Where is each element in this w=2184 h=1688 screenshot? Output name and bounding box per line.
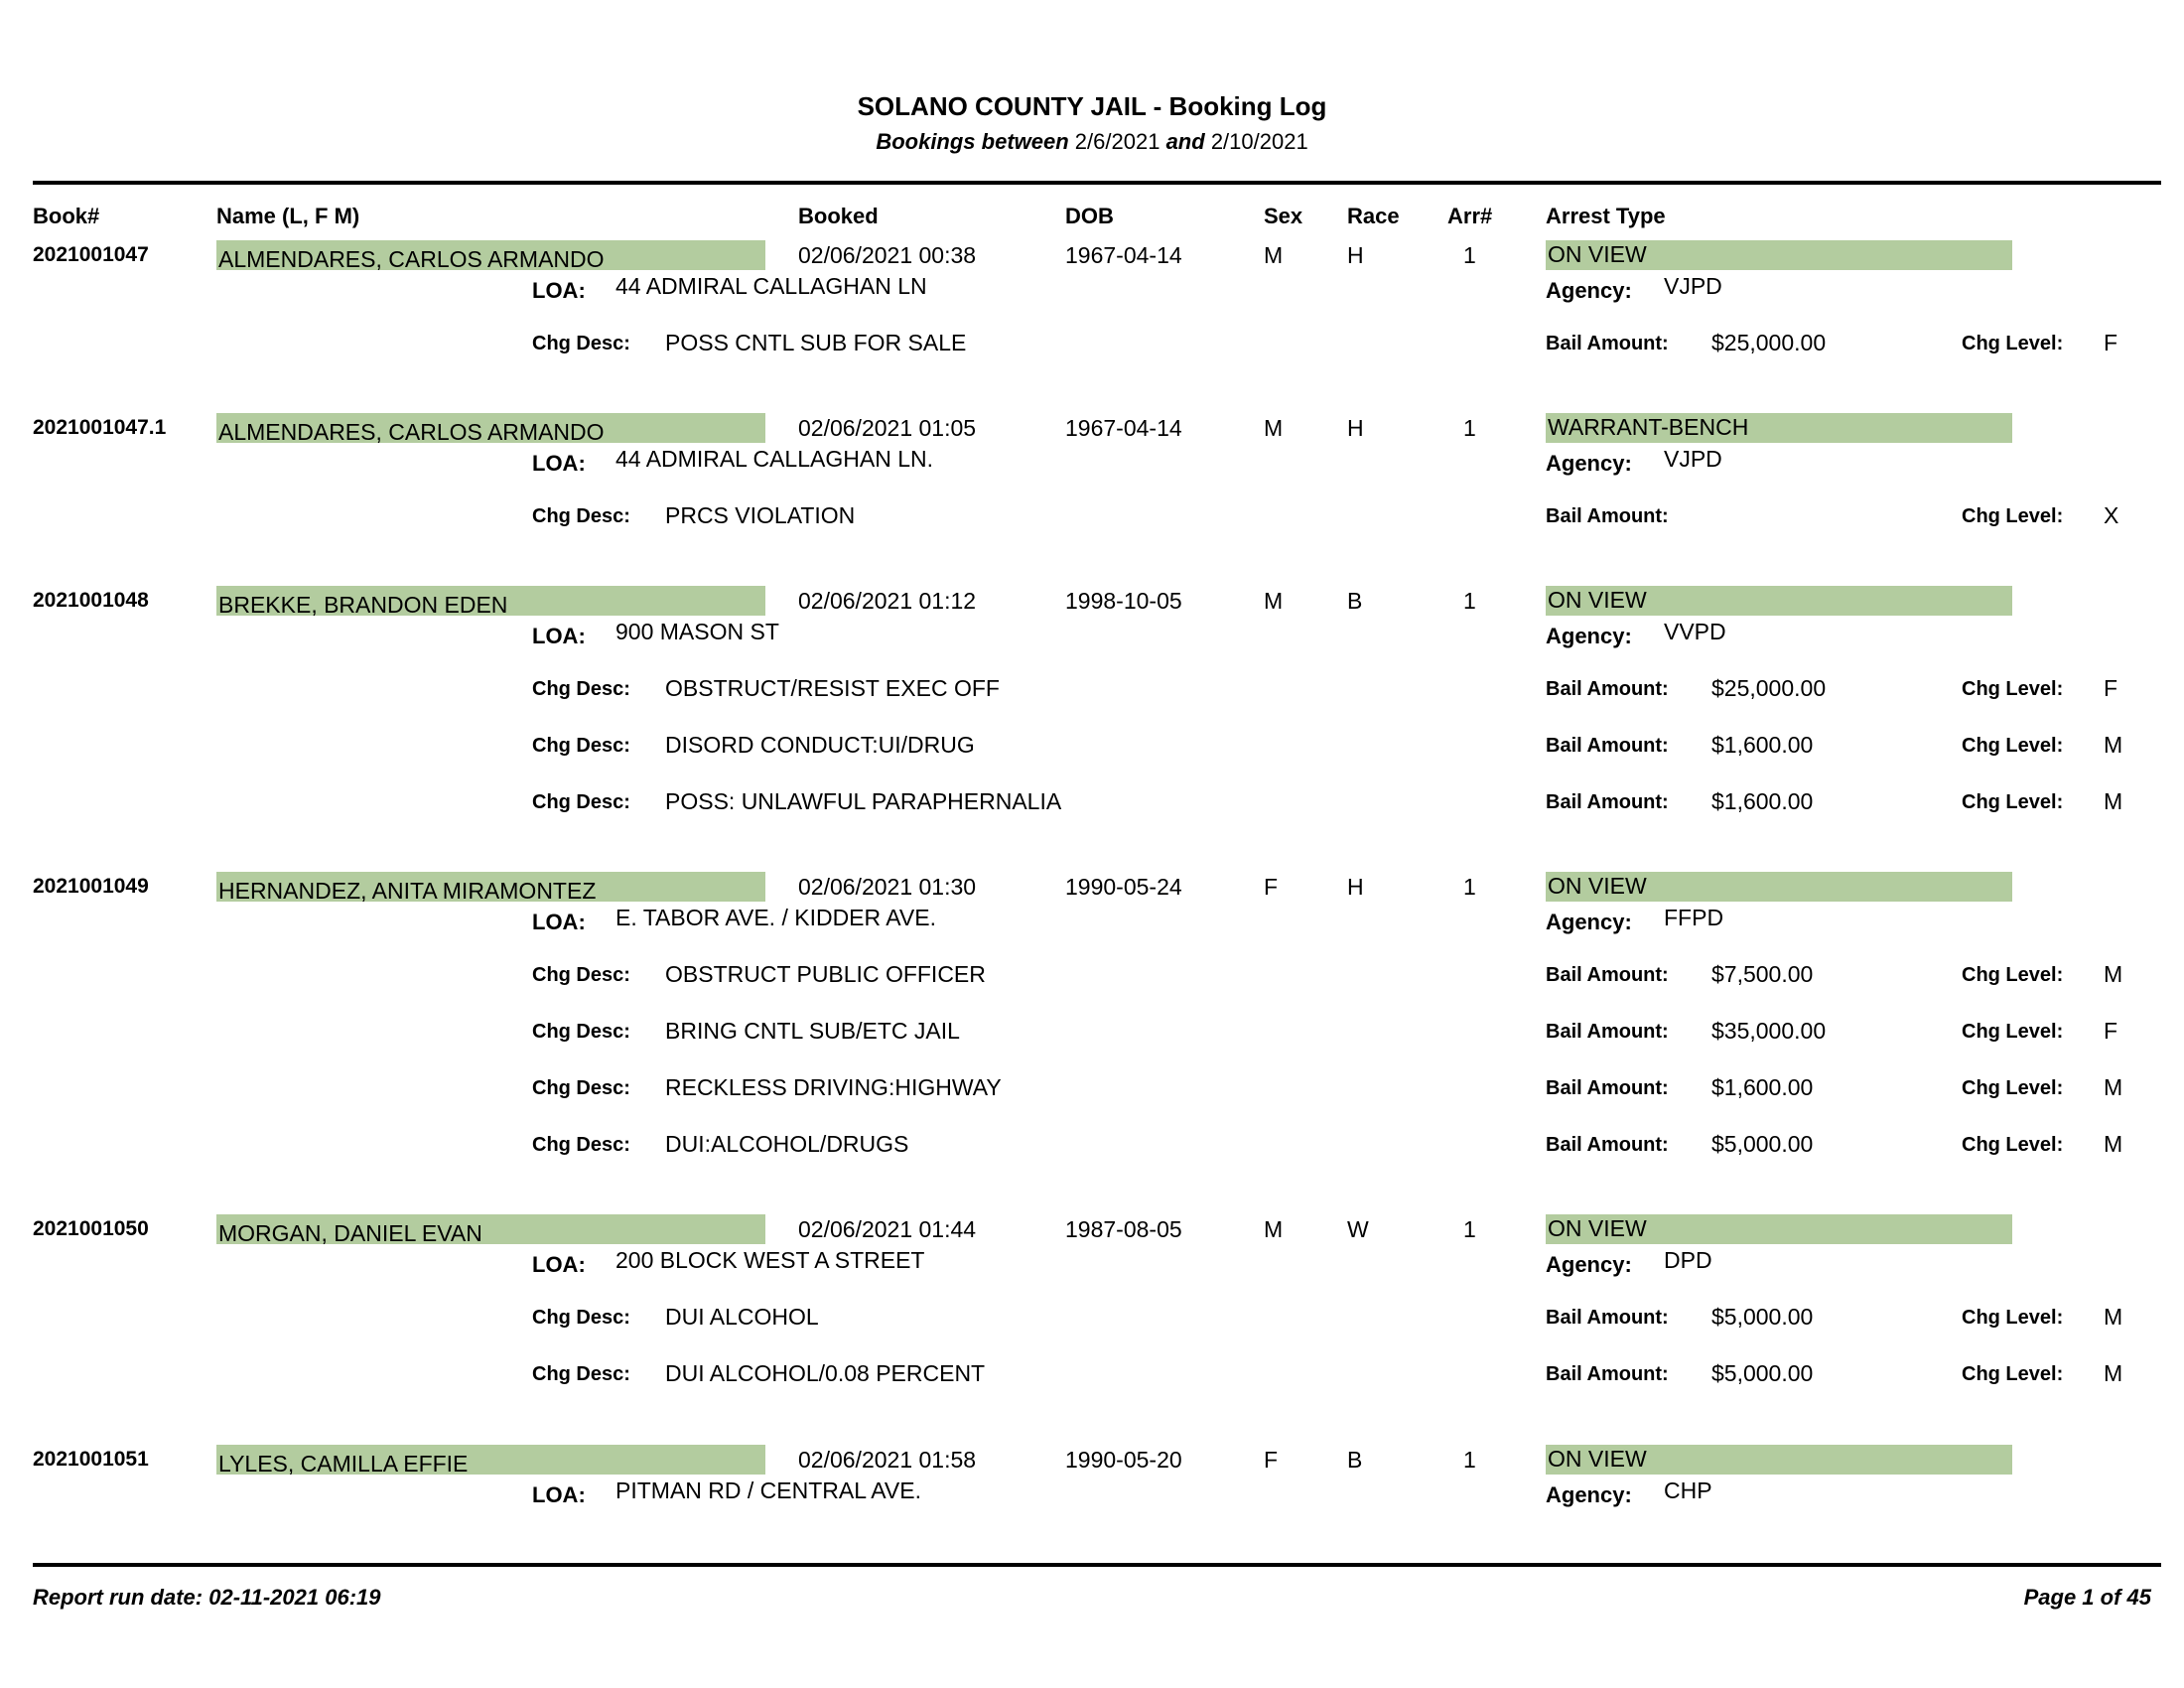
subtitle-prefix: Bookings between [876, 129, 1069, 154]
book-number: 2021001047.1 [33, 416, 167, 439]
sex: F [1264, 1447, 1279, 1473]
agency-value: CHP [1664, 1477, 1712, 1503]
chg-desc-label: Chg Desc: [532, 505, 630, 527]
start-date: 2/6/2021 [1074, 129, 1160, 154]
arrest-type: ON VIEW [1548, 873, 1647, 899]
loa-value: PITMAN RD / CENTRAL AVE. [615, 1477, 921, 1503]
chg-desc-value: POSS: UNLAWFUL PARAPHERNALIA [665, 788, 1062, 814]
col-header-arrest-type: Arrest Type [1546, 204, 1666, 228]
race: B [1347, 1447, 1363, 1473]
loa-label: LOA: [532, 910, 586, 934]
chg-level-label: Chg Level: [1962, 735, 2064, 757]
chg-desc-label: Chg Desc: [532, 1307, 630, 1329]
arrest-number: 1 [1463, 1447, 1476, 1473]
col-header-arr: Arr# [1447, 204, 1493, 228]
bail-amount-label: Bail Amount: [1546, 505, 1669, 527]
sex: M [1264, 1216, 1284, 1242]
book-number: 2021001050 [33, 1217, 149, 1240]
booked-datetime: 02/06/2021 01:12 [798, 588, 977, 614]
chg-level-label: Chg Level: [1962, 964, 2064, 986]
inmate-name: ALMENDARES, CARLOS ARMANDO [218, 419, 605, 445]
bail-amount-value: $35,000.00 [1711, 1018, 1827, 1044]
name-highlight [216, 240, 765, 270]
loa-label: LOA: [532, 451, 586, 476]
col-header-sex: Sex [1264, 204, 1303, 228]
header-rule [33, 181, 2161, 185]
loa-value: 900 MASON ST [615, 619, 779, 644]
chg-desc-value: DUI:ALCOHOL/DRUGS [665, 1131, 909, 1157]
chg-level-label: Chg Level: [1962, 1021, 2064, 1043]
chg-level-label: Chg Level: [1962, 1134, 2064, 1156]
col-header-booked: Booked [798, 204, 879, 228]
agency-label: Agency: [1546, 1252, 1632, 1277]
bail-amount-label: Bail Amount: [1546, 1307, 1669, 1329]
arrest-type: ON VIEW [1548, 1446, 1647, 1472]
arrest-type: ON VIEW [1548, 587, 1647, 613]
dob: 1990-05-20 [1065, 1447, 1182, 1473]
chg-desc-value: PRCS VIOLATION [665, 502, 856, 528]
dob: 1987-08-05 [1065, 1216, 1182, 1242]
chg-level-value: M [2104, 788, 2123, 814]
chg-level-label: Chg Level: [1962, 505, 2064, 527]
agency-value: VVPD [1664, 619, 1726, 644]
chg-desc-label: Chg Desc: [532, 678, 630, 700]
bail-amount-label: Bail Amount: [1546, 1134, 1669, 1156]
chg-desc-label: Chg Desc: [532, 791, 630, 813]
name-highlight [216, 1445, 765, 1475]
report-title: SOLANO COUNTY JAIL - Booking Log [857, 91, 1327, 121]
report-subtitle [0, 129, 2184, 155]
race: B [1347, 588, 1363, 614]
chg-desc-value: OBSTRUCT/RESIST EXEC OFF [665, 675, 1000, 701]
bail-amount-label: Bail Amount: [1546, 678, 1669, 700]
chg-desc-value: DISORD CONDUCT:UI/DRUG [665, 732, 975, 758]
chg-level-value: X [2104, 502, 2119, 528]
book-number: 2021001047 [33, 243, 149, 266]
chg-level-label: Chg Level: [1962, 1077, 2064, 1099]
arrest-type: ON VIEW [1548, 1215, 1647, 1241]
arrest-number: 1 [1463, 415, 1476, 441]
arrest-type: WARRANT-BENCH [1548, 414, 1749, 440]
bail-amount-value: $1,600.00 [1711, 788, 1814, 814]
chg-desc-value: OBSTRUCT PUBLIC OFFICER [665, 961, 986, 987]
bail-amount-value: $1,600.00 [1711, 732, 1814, 758]
loa-value: E. TABOR AVE. / KIDDER AVE. [615, 905, 936, 930]
chg-desc-value: BRING CNTL SUB/ETC JAIL [665, 1018, 960, 1044]
chg-desc-value: DUI ALCOHOL/0.08 PERCENT [665, 1360, 986, 1386]
agency-value: VJPD [1664, 273, 1722, 299]
bail-amount-value: $7,500.00 [1711, 961, 1814, 987]
chg-level-value: F [2104, 675, 2118, 701]
inmate-name: HERNANDEZ, ANITA MIRAMONTEZ [218, 878, 597, 904]
arrest-type-highlight [1546, 413, 2012, 443]
name-highlight [216, 1214, 765, 1244]
chg-desc-label: Chg Desc: [532, 964, 630, 986]
arrest-number: 1 [1463, 874, 1476, 900]
bail-amount-label: Bail Amount: [1546, 333, 1669, 354]
agency-value: FFPD [1664, 905, 1724, 930]
footer-rule [33, 1563, 2161, 1567]
chg-desc-label: Chg Desc: [532, 333, 630, 354]
bail-amount-value: $25,000.00 [1711, 675, 1827, 701]
dob: 1998-10-05 [1065, 588, 1182, 614]
name-highlight [216, 872, 765, 902]
agency-label: Agency: [1546, 278, 1632, 303]
arrest-type-highlight [1546, 240, 2012, 270]
bail-amount-value: $1,600.00 [1711, 1074, 1814, 1100]
loa-label: LOA: [532, 1482, 586, 1507]
sex: M [1264, 415, 1284, 441]
chg-desc-value: RECKLESS DRIVING:HIGHWAY [665, 1074, 1002, 1100]
bail-amount-label: Bail Amount: [1546, 1363, 1669, 1385]
name-highlight [216, 413, 765, 443]
loa-label: LOA: [532, 1252, 586, 1277]
arrest-type: ON VIEW [1548, 241, 1647, 267]
inmate-name: MORGAN, DANIEL EVAN [218, 1220, 482, 1246]
page-number: Page 1 of 45 [2023, 1585, 2151, 1610]
arrest-number: 1 [1463, 1216, 1476, 1242]
dob: 1967-04-14 [1065, 242, 1182, 268]
bail-amount-label: Bail Amount: [1546, 1021, 1669, 1043]
chg-level-value: M [2104, 1131, 2123, 1157]
arrest-type-highlight [1546, 1445, 2012, 1475]
col-header-book: Book# [33, 204, 100, 228]
race: W [1347, 1216, 1369, 1242]
chg-level-value: M [2104, 1360, 2123, 1386]
chg-level-value: M [2104, 1304, 2123, 1330]
report-run-date: Report run date: 02-11-2021 06:19 [33, 1585, 381, 1610]
bail-amount-label: Bail Amount: [1546, 1077, 1669, 1099]
sex: F [1264, 874, 1279, 900]
dob: 1967-04-14 [1065, 415, 1182, 441]
chg-level-label: Chg Level: [1962, 791, 2064, 813]
chg-level-label: Chg Level: [1962, 333, 2064, 354]
arrest-number: 1 [1463, 242, 1476, 268]
inmate-name: ALMENDARES, CARLOS ARMANDO [218, 246, 605, 272]
chg-level-value: M [2104, 961, 2123, 987]
chg-level-value: M [2104, 1074, 2123, 1100]
chg-desc-label: Chg Desc: [532, 1134, 630, 1156]
booked-datetime: 02/06/2021 00:38 [798, 242, 977, 268]
chg-desc-label: Chg Desc: [532, 735, 630, 757]
arrest-type-highlight [1546, 586, 2012, 616]
race: H [1347, 415, 1364, 441]
end-date: 2/10/2021 [1210, 129, 1308, 154]
booked-datetime: 02/06/2021 01:05 [798, 415, 977, 441]
chg-desc-label: Chg Desc: [532, 1363, 630, 1385]
arrest-type-highlight [1546, 1214, 2012, 1244]
sex: M [1264, 588, 1284, 614]
loa-value: 200 BLOCK WEST A STREET [615, 1247, 925, 1273]
loa-value: 44 ADMIRAL CALLAGHAN LN. [615, 446, 933, 472]
booked-datetime: 02/06/2021 01:30 [798, 874, 977, 900]
col-header-race: Race [1347, 204, 1400, 228]
dob: 1990-05-24 [1065, 874, 1182, 900]
col-header-name: Name (L, F M) [216, 204, 360, 228]
arrest-number: 1 [1463, 588, 1476, 614]
bail-amount-label: Bail Amount: [1546, 735, 1669, 757]
inmate-name: BREKKE, BRANDON EDEN [218, 592, 508, 618]
bail-amount-value: $5,000.00 [1711, 1131, 1814, 1157]
subtitle-and: and [1165, 129, 1205, 154]
chg-desc-label: Chg Desc: [532, 1021, 630, 1043]
loa-label: LOA: [532, 278, 586, 303]
chg-level-label: Chg Level: [1962, 678, 2064, 700]
chg-level-label: Chg Level: [1962, 1363, 2064, 1385]
agency-value: VJPD [1664, 446, 1722, 472]
bail-amount-value: $5,000.00 [1711, 1360, 1814, 1386]
agency-label: Agency: [1546, 624, 1632, 648]
agency-value: DPD [1664, 1247, 1712, 1273]
chg-level-value: F [2104, 330, 2118, 355]
chg-desc-value: POSS CNTL SUB FOR SALE [665, 330, 967, 355]
race: H [1347, 874, 1364, 900]
col-header-dob: DOB [1065, 204, 1114, 228]
race: H [1347, 242, 1364, 268]
loa-label: LOA: [532, 624, 586, 648]
name-highlight [216, 586, 765, 616]
chg-level-value: F [2104, 1018, 2118, 1044]
book-number: 2021001049 [33, 875, 149, 898]
chg-desc-label: Chg Desc: [532, 1077, 630, 1099]
agency-label: Agency: [1546, 1482, 1632, 1507]
sex: M [1264, 242, 1284, 268]
agency-label: Agency: [1546, 451, 1632, 476]
book-number: 2021001051 [33, 1448, 149, 1471]
inmate-name: LYLES, CAMILLA EFFIE [218, 1451, 469, 1477]
chg-level-value: M [2104, 732, 2123, 758]
bail-amount-value: $5,000.00 [1711, 1304, 1814, 1330]
booked-datetime: 02/06/2021 01:44 [798, 1216, 977, 1242]
chg-desc-value: DUI ALCOHOL [665, 1304, 819, 1330]
bail-amount-value: $25,000.00 [1711, 330, 1827, 355]
bail-amount-label: Bail Amount: [1546, 964, 1669, 986]
bail-amount-label: Bail Amount: [1546, 791, 1669, 813]
agency-label: Agency: [1546, 910, 1632, 934]
arrest-type-highlight [1546, 872, 2012, 902]
book-number: 2021001048 [33, 589, 149, 612]
booked-datetime: 02/06/2021 01:58 [798, 1447, 977, 1473]
chg-level-label: Chg Level: [1962, 1307, 2064, 1329]
loa-value: 44 ADMIRAL CALLAGHAN LN [615, 273, 927, 299]
